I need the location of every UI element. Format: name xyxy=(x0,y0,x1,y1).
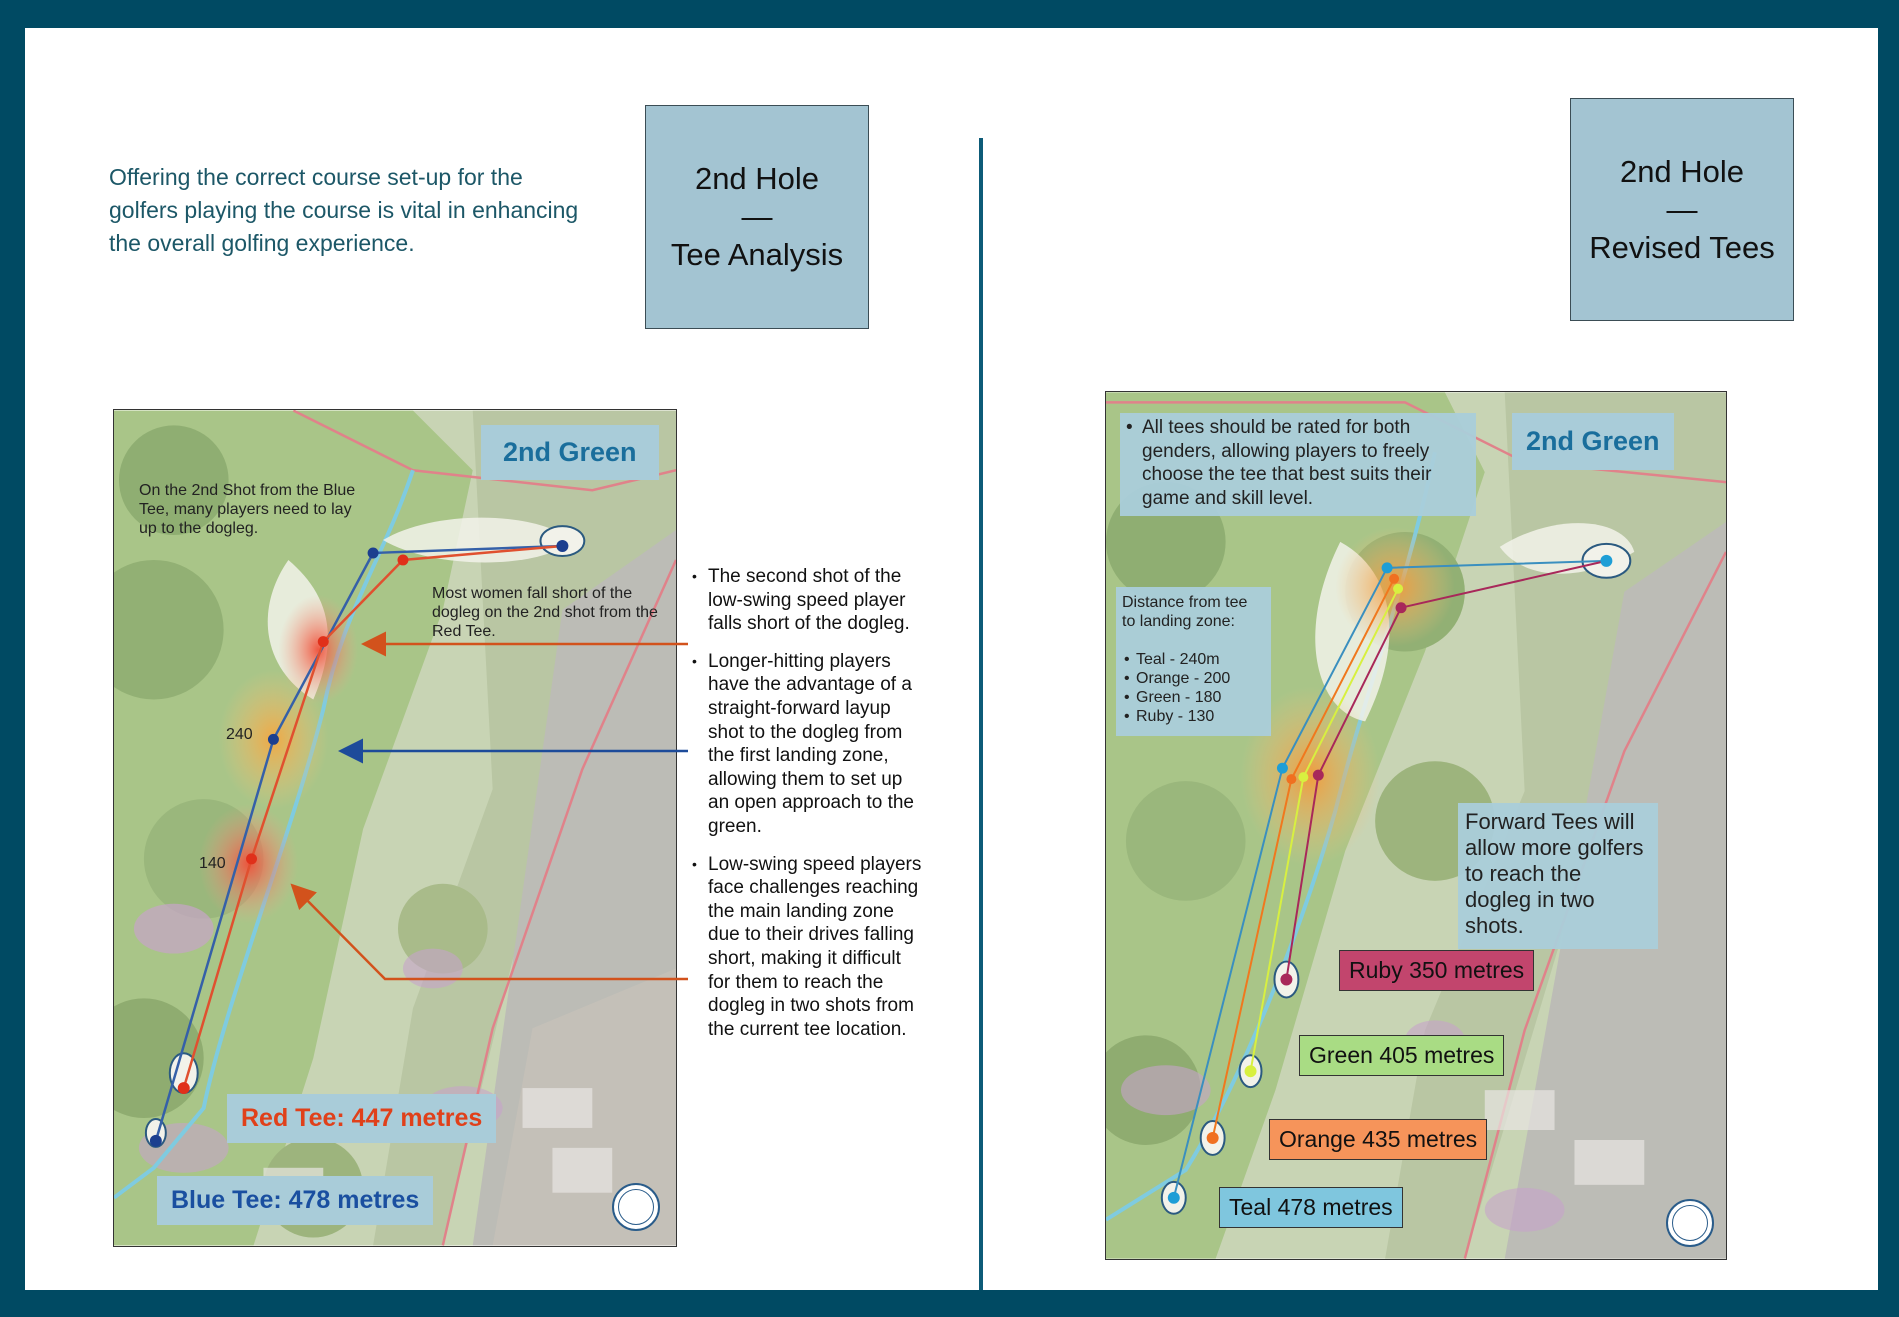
forward-tees-note: Forward Tees will allow more golfers to reach the dogleg in two shots. xyxy=(1458,803,1658,949)
distance-item: • Teal - 240m xyxy=(1122,650,1265,669)
revised-tees-title-box xyxy=(1570,98,1794,321)
bullet-item: • Low-swing speed players face challenges reaching the main landing zone due to their drives falling short, making it difficult for them to reach the dogleg in two shots from the current tee location. xyxy=(688,853,928,1042)
center-divider xyxy=(979,138,983,1290)
second-green-label: 2nd Green xyxy=(481,425,659,480)
title-line-2: Tee Analysis xyxy=(670,237,844,272)
blue-tee-note: On the 2nd Shot from the Blue Tee, many players need to lay up to the dogleg. xyxy=(139,482,356,537)
red-tee-note: Most women fall short of the dogleg on the 2nd shot from the Red Tee. xyxy=(432,585,658,640)
distance-item: • Orange - 200 xyxy=(1122,669,1265,688)
title-dash: — xyxy=(1666,191,1698,227)
title-line-1: 2nd Hole xyxy=(694,161,820,196)
title-dash: — xyxy=(741,199,773,234)
teal-tee-label: Teal 478 metres xyxy=(1219,1187,1403,1228)
distance-box xyxy=(1116,587,1271,736)
second-green-label: 2nd Green xyxy=(1512,413,1674,470)
tee-analysis-map xyxy=(113,409,677,1247)
tee-analysis-title-box xyxy=(645,105,869,329)
distance-mark-140: 140 xyxy=(199,855,226,872)
rating-note-text: • All tees should be rated for both genders, allowing players to freely choose the tee that best suits their game and skill level. xyxy=(1122,416,1468,510)
analysis-bullets xyxy=(688,565,928,1055)
title-line-1: 2nd Hole xyxy=(1619,153,1745,189)
bullet-item: • The second shot of the low-swing speed player falls short of the dogleg. xyxy=(688,565,928,636)
tee-rating-note xyxy=(1120,413,1476,516)
green-tee-label: Green 405 metres xyxy=(1299,1035,1504,1076)
distance-mark-240: 240 xyxy=(226,726,253,743)
distance-item: • Ruby - 130 xyxy=(1122,707,1265,726)
orange-tee-label: Orange 435 metres xyxy=(1269,1119,1487,1160)
red-tee-label: Red Tee: 447 metres xyxy=(227,1094,496,1143)
intro-text: Offering the correct course set-up for the golfers playing the course is vital in enhancing the overall golfing experience. xyxy=(109,164,579,256)
bullet-item: • Longer-hitting players have the advantage of a straight-forward layup shot to the dogleg from the first landing zone, allowing them to set up an open approach to the green. xyxy=(688,650,928,839)
club-crest-icon xyxy=(612,1183,660,1231)
distance-item: • Green - 180 xyxy=(1122,688,1265,707)
ruby-tee-label: Ruby 350 metres xyxy=(1339,950,1534,991)
title-line-2: Revised Tees xyxy=(1589,229,1775,265)
club-crest-icon xyxy=(1666,1199,1714,1247)
revised-tees-map xyxy=(1105,391,1727,1260)
distance-title: Distance from tee to landing zone: xyxy=(1122,594,1248,630)
blue-tee-label: Blue Tee: 478 metres xyxy=(157,1176,433,1225)
